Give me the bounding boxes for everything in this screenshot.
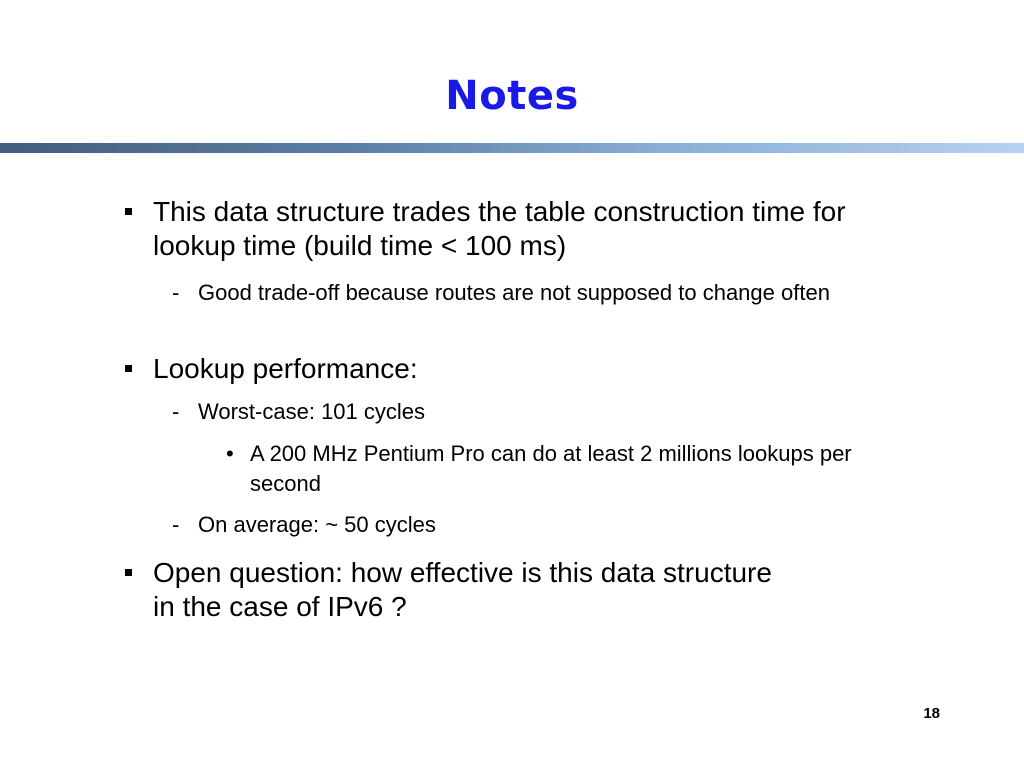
sub-bullet-text: On average: ~ 50 cycles bbox=[198, 512, 436, 537]
bullet-text: Open question: how effective is this data structure in the case of IPv6 ? bbox=[153, 557, 772, 622]
bullet-item-3 bbox=[153, 556, 793, 624]
square-bullet-icon bbox=[125, 569, 132, 576]
sub-bullet-item-2-2 bbox=[172, 510, 878, 540]
sub-sub-bullet-text: A 200 MHz Pentium Pro can do at least 2 millions lookups per second bbox=[250, 441, 852, 496]
square-bullet-icon bbox=[125, 208, 132, 215]
sub-sub-bullet-item-2-1-1 bbox=[226, 439, 890, 499]
sub-bullet-item-1-1 bbox=[172, 278, 878, 308]
dash-bullet-icon: - bbox=[172, 399, 180, 424]
bullet-text: Lookup performance: bbox=[153, 353, 418, 384]
bullet-text: This data structure trades the table construction time for lookup time (build time < 100 ms) bbox=[153, 196, 846, 261]
dash-bullet-icon: - bbox=[172, 512, 180, 537]
bullet-item-2 bbox=[153, 352, 893, 386]
sub-bullet-text: Worst-case: 101 cycles bbox=[198, 399, 426, 424]
page-number: 18 bbox=[923, 705, 940, 722]
slide-title: Notes bbox=[445, 73, 579, 119]
square-bullet-icon bbox=[125, 365, 132, 372]
bullet-item-1 bbox=[153, 195, 893, 263]
dash-bullet-icon: - bbox=[172, 280, 180, 305]
sub-bullet-text: Good trade-off because routes are not supposed to change often bbox=[198, 280, 830, 305]
round-bullet-icon: • bbox=[226, 441, 234, 466]
sub-bullet-item-2-1 bbox=[172, 397, 878, 427]
